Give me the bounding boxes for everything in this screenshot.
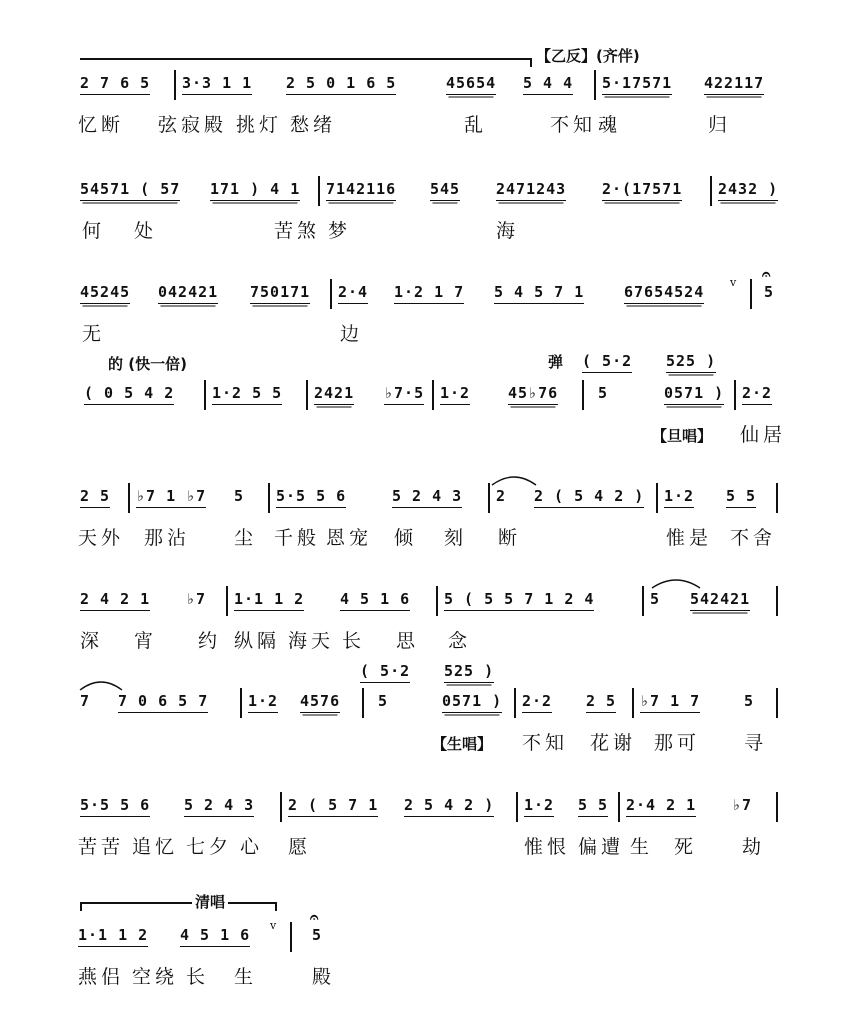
barline	[318, 176, 320, 206]
lyric: 念	[448, 630, 472, 652]
note-group: 2	[496, 487, 507, 505]
lyric: 不舍	[730, 527, 777, 549]
note-group: 5 5	[578, 794, 608, 817]
lyric-row	[78, 422, 788, 450]
note-group: 45♭76	[508, 382, 558, 405]
qingchang-bracket-line	[80, 902, 276, 904]
barline	[710, 176, 712, 206]
lyric-row	[78, 112, 788, 140]
barline	[656, 483, 658, 513]
note-group: 5 5	[726, 485, 756, 508]
fermata-icon: 𝄐	[762, 265, 771, 283]
lyric: 不知	[550, 114, 597, 136]
lyric: 空绕	[132, 966, 179, 988]
note-group: 45654	[446, 72, 496, 95]
note-group: 2 5 4 2 )	[404, 794, 494, 817]
bracket-start-tick	[80, 902, 82, 911]
lyric: 愁绪	[290, 114, 337, 136]
barline	[632, 688, 634, 718]
note-group: 3·3 1 1	[182, 72, 252, 95]
note-group: ♭7·5	[384, 382, 424, 405]
paren-note-group: 525 )	[444, 660, 494, 683]
note-group: 422117	[704, 72, 764, 95]
paren-note-group: 525 )	[666, 350, 716, 373]
lyric: 长	[342, 630, 366, 652]
note-group: 5	[234, 487, 245, 505]
barline	[514, 688, 516, 718]
barline	[776, 688, 778, 718]
lyric: 思	[396, 630, 420, 652]
barline	[734, 380, 736, 410]
note-group: 5 4 4	[523, 72, 573, 95]
paren-note-group: ( 5·2	[360, 660, 410, 683]
paren-note-group: ( 5·2	[582, 350, 632, 373]
lyric-row	[78, 525, 788, 553]
note-group: 2·(17571	[602, 178, 682, 201]
lyric-row	[78, 964, 788, 992]
lyric: 劫	[742, 836, 766, 858]
lyric-row	[78, 730, 788, 758]
note-group: 2 4 2 1	[80, 588, 150, 611]
lyric: 惟恨	[524, 836, 571, 858]
lyric: 弦寂殿	[158, 114, 228, 136]
barline	[226, 586, 228, 616]
barline	[776, 586, 778, 616]
barline	[488, 483, 490, 513]
barline	[582, 380, 584, 410]
fermata-icon: 𝄐	[310, 908, 319, 926]
note-group: 171 ) 4 1	[210, 178, 300, 201]
notation-row	[78, 72, 788, 96]
note-group: 5	[764, 283, 775, 301]
note-group: 5·17571	[602, 72, 672, 95]
note-group: 5	[312, 926, 323, 944]
lyric-row	[78, 628, 788, 656]
note-group: 0571 )	[442, 690, 502, 713]
lyric: 挑灯	[236, 114, 283, 136]
tempo-marking: 的 (快一倍)	[108, 355, 187, 373]
lyric: 梦	[328, 220, 352, 242]
barline	[268, 483, 270, 513]
barline	[290, 922, 292, 952]
lyric: 归	[708, 114, 732, 136]
note-group: 4 5 1 6	[180, 924, 250, 947]
note-group: 2 5	[586, 690, 616, 713]
note-group: 5 2 4 3	[392, 485, 462, 508]
lyric: 七夕	[186, 836, 233, 858]
note-group: 7	[80, 692, 91, 710]
lyric-row	[78, 321, 788, 349]
lyric: 断	[498, 527, 522, 549]
lyric: 生	[234, 966, 258, 988]
lyric: 天外	[78, 527, 125, 549]
note-group: 67654524	[624, 281, 704, 304]
sheng-sing-marking: 【生唱】	[432, 735, 493, 753]
lyric: 燕侣	[78, 966, 125, 988]
note-group: 2421	[314, 382, 354, 405]
barline	[618, 792, 620, 822]
lyric: 殿	[312, 966, 336, 988]
note-group: ♭7 1 ♭7	[136, 485, 206, 508]
note-group: 2·2	[522, 690, 552, 713]
note-group: 5 ( 5 5 7 1 2 4	[444, 588, 594, 611]
lyric: 魂	[598, 114, 622, 136]
notation-row	[78, 588, 788, 612]
note-group: 5	[744, 692, 755, 710]
note-group: 2 5 0 1 6 5	[286, 72, 396, 95]
note-group: 545	[430, 178, 460, 201]
lyric: 偏遭	[578, 836, 625, 858]
note-group: ♭7	[732, 796, 753, 814]
lyric: 刻	[444, 527, 468, 549]
note-group: 2·2	[742, 382, 772, 405]
dan-sing-marking: 【旦唱】	[652, 427, 713, 445]
note-group: 1·2	[524, 794, 554, 817]
lyric: 花谢	[590, 732, 637, 754]
note-group: 45245	[80, 281, 130, 304]
barline	[306, 380, 308, 410]
barline	[204, 380, 206, 410]
note-group: 1·2	[440, 382, 470, 405]
note-group: 7142116	[326, 178, 396, 201]
barline	[174, 70, 176, 100]
lyric: 何	[82, 220, 106, 242]
note-group: 1·2 1 7	[394, 281, 464, 304]
note-group: 2471243	[496, 178, 566, 201]
barline	[776, 483, 778, 513]
note-group: ( 0 5 4 2	[84, 382, 174, 405]
notation-row	[78, 690, 788, 714]
lyric: 倾	[394, 527, 418, 549]
lyric: 那沾	[144, 527, 191, 549]
lyric: 乱	[464, 114, 488, 136]
lyric: 长	[186, 966, 210, 988]
lyric: 约	[198, 630, 222, 652]
note-group: 0571 )	[664, 382, 724, 405]
lyric: 恩宠	[326, 527, 373, 549]
breath-mark: v	[270, 919, 277, 932]
lyric: 深	[80, 630, 104, 652]
qingchang-marking: 清唱	[192, 892, 228, 912]
lyric: 惟是	[666, 527, 713, 549]
lyric-row	[78, 834, 788, 862]
lyric-row	[78, 218, 788, 246]
lyric: 边	[340, 323, 364, 345]
notation-row	[78, 382, 788, 406]
lyric: 尘	[234, 527, 258, 549]
lyric: 仙居	[740, 424, 787, 446]
note-group: 042421	[158, 281, 218, 304]
note-group: 2 ( 5 4 2 )	[534, 485, 644, 508]
lyric: 纵隔	[234, 630, 281, 652]
note-group: 2432 )	[718, 178, 778, 201]
lyric: 追忆	[132, 836, 179, 858]
lyric: 苦煞	[274, 220, 321, 242]
lyric: 死	[674, 836, 698, 858]
lyric: 宵	[134, 630, 158, 652]
lyric: 那可	[654, 732, 701, 754]
note-group: 5	[378, 692, 389, 710]
note-group: ♭7 1 7	[640, 690, 700, 713]
note-group: 1·2	[248, 690, 278, 713]
barline	[642, 586, 644, 616]
bracket-end-tick	[530, 58, 532, 67]
note-group: 2·4 2 1	[626, 794, 696, 817]
note-group: 1·1 1 2	[78, 924, 148, 947]
yifan-marking: 【乙反】(齐伴)	[536, 47, 640, 65]
notation-row	[78, 178, 788, 202]
notation-row	[78, 908, 788, 948]
breath-mark: v	[730, 276, 737, 289]
note-group: 542421	[690, 588, 750, 611]
note-group: 2 7 6 5	[80, 72, 150, 95]
note-group: 4 5 1 6	[340, 588, 410, 611]
lyric: 不知	[522, 732, 569, 754]
accompaniment-bracket-line	[80, 58, 532, 60]
note-group: 2 5	[80, 485, 110, 508]
notation-row	[78, 794, 788, 818]
note-group: 5	[598, 384, 609, 402]
note-group: 5 2 4 3	[184, 794, 254, 817]
lyric: 海天	[288, 630, 335, 652]
barline	[594, 70, 596, 100]
note-group: 5·5 5 6	[276, 485, 346, 508]
lyric: 处	[134, 220, 158, 242]
lyric: 生	[630, 836, 654, 858]
lyric: 愿	[288, 836, 312, 858]
lyric: 心	[240, 836, 264, 858]
barline	[436, 586, 438, 616]
notation-row	[78, 265, 788, 305]
note-group: 7 0 6 5 7	[118, 690, 208, 713]
barline	[128, 483, 130, 513]
lyric: 忆断	[78, 114, 125, 136]
lyric: 海	[496, 220, 520, 242]
lyric: 千般	[274, 527, 321, 549]
note-group: 54571 ( 57	[80, 178, 180, 201]
barline	[362, 688, 364, 718]
note-group: 5·5 5 6	[80, 794, 150, 817]
barline	[776, 792, 778, 822]
notation-row	[78, 485, 788, 509]
barline	[280, 792, 282, 822]
barline	[750, 279, 752, 309]
lyric: 苦苦	[78, 836, 125, 858]
barline	[432, 380, 434, 410]
barline	[240, 688, 242, 718]
tan-marking: 弹	[548, 353, 564, 371]
note-group: 1·2	[664, 485, 694, 508]
note-group: 750171	[250, 281, 310, 304]
barline	[330, 279, 332, 309]
note-group: ♭7	[186, 590, 207, 608]
note-group: 2 ( 5 7 1	[288, 794, 378, 817]
note-group: 5 4 5 7 1	[494, 281, 584, 304]
note-group: 1·2 5 5	[212, 382, 282, 405]
note-group: 2·4	[338, 281, 368, 304]
bracket-end-tick	[275, 902, 277, 911]
note-group: 1·1 1 2	[234, 588, 304, 611]
lyric: 寻	[744, 732, 768, 754]
note-group: 4576	[300, 690, 340, 713]
lyric: 无	[82, 323, 106, 345]
note-group: 5	[650, 590, 661, 608]
barline	[516, 792, 518, 822]
